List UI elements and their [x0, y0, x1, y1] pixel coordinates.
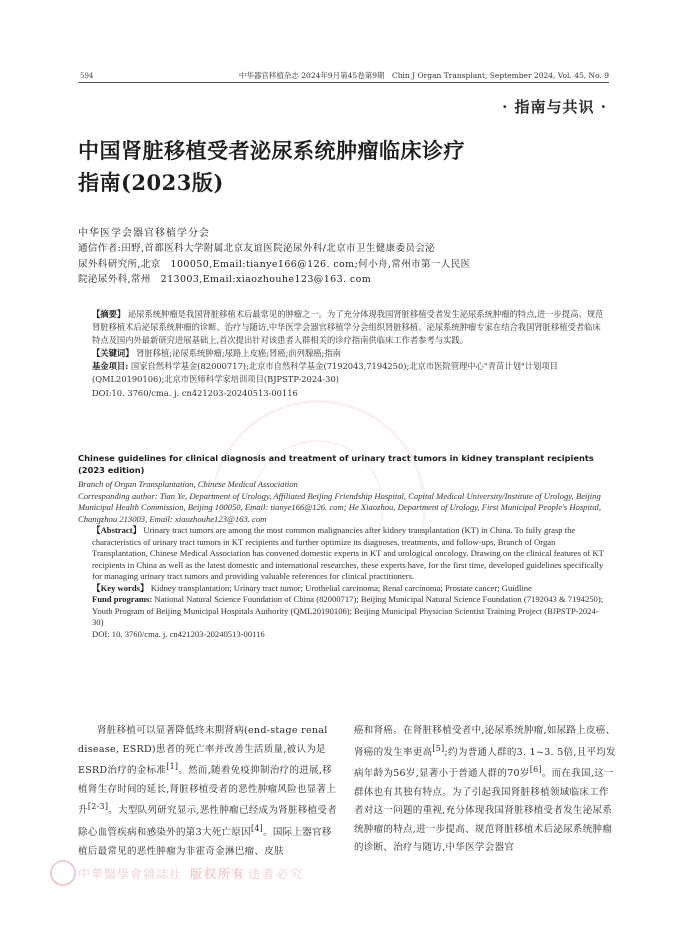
english-fund-label: Fund programs: [92, 594, 153, 605]
english-fund-text: National Natural Science Foundation of China (82000717); Beijing Municipal Natural Science Foundation (7192043 & 7194250); Youth Program of Beijing Municipal Hospitals Authority (QML20190106); Beijing Municipal Physician Scientist Training Project (BJPSTP-2024-30) [92, 594, 604, 628]
body-text: 。然而,随着免疫抑制治疗的进展,移植肾生存时间的延长,肾脏移植受者的恶性肿瘤风险也显著上升 [78, 765, 337, 817]
keywords-cn-text: 肾脏移植;泌尿系统肿瘤;尿路上皮癌;肾癌;前列腺癌;指南 [136, 348, 341, 359]
correspondence-line-3: 院泌尿外科,常州 213003,Email:xiaozhouhe123@163. com [78, 274, 372, 286]
author-organization: 中华医学会器官移植学分会 [78, 228, 210, 239]
body-column-left [78, 722, 340, 861]
body-paragraph [78, 722, 340, 861]
abstract-cn [78, 308, 608, 347]
body-text: 肾脏移植可以显著降低终末期肾病(end-stage renal disease, ESRD)患者的死亡率并改善生活质量,被认为是ESRD治疗的金标准 [78, 725, 328, 777]
body-paragraph [354, 722, 616, 858]
body-column-right [354, 722, 616, 858]
english-abstract-text: Urinary tract tumors are among the most common malignancies after kidney transplantation (KT) in China. To fully grasp the characteristics of urinary tract tumors in KT recipients and further optimize its diagnoses, treatments, and follow-ups, Branch of Organ Transplantation, Chinese Medical Association has convened domestic experts in KT and urological oncology. Drawing on the clinical features of KT recipients in China as well as the latest domestic and international researches, these experts have, for the first time, developed guidelines specifically for managing urinary tract tumors and providing valuable references for clinical practitioners. [92, 525, 604, 582]
citation-ref: [2-3] [87, 802, 109, 812]
title-line-1: 中国肾脏移植受者泌尿系统肿瘤临床诊疗 [78, 138, 465, 163]
english-abstract-block [78, 479, 606, 640]
english-branch: Branch of Organ Transplantation, Chinese Medical Association [78, 479, 298, 489]
body-text: 。国际上器官移植后最常见的恶性肿瘤为非霍奇金淋巴瘤、皮肤 [78, 827, 332, 857]
watermark-logo-icon [50, 860, 76, 886]
keywords-cn-label: 【关键词】 [92, 348, 134, 359]
correspondence [78, 241, 608, 288]
doi-cn: DOI:10. 3760/cma. j. cn421203-20240513-00116 [92, 387, 298, 398]
journal-header: 中华器官移植杂志 2024年9月第45卷第9期 Chin J Organ Transplant, September 2024, Vol. 45, No. 9 [238, 71, 609, 80]
body-text: ;约为普通人群的3. 1~3. 5倍,且平均发病年龄为56岁,显著小于普通人群的70岁 [354, 746, 616, 780]
chinese-abstract-block [78, 308, 608, 400]
watermark-text: 违者必究 [248, 867, 305, 881]
watermark-text: 版权所有 [190, 867, 247, 881]
english-corresponding: Corresponding author: Tian Ye, Department of Urology, Affiliated Beijing Friendship Hospital, Capital Medical University/Institute of Urology, Beijing Municipal Health Commission, Beijing 100050, Email: tianye166@126. com; He Xiaozhou, Department of Urology, First Municipal People's Hospital, Changzhou 213003, Email: xiaozhouhe123@163. com [78, 490, 602, 524]
english-doi: DOI: 10. 3760/cma. j. cn421203-20240513-00116 [92, 628, 265, 639]
citation-ref: [6] [529, 765, 542, 775]
english-title: Chinese guidelines for clinical diagnosis and treatment of urinary tract tumors in kidney transplant recipients (2023 edition) [78, 453, 594, 476]
abstract-cn-label: 【摘要】 [92, 309, 126, 319]
page-number: 594 [80, 72, 94, 80]
fund-cn-label: 基金项目: [92, 361, 129, 372]
citation-ref: [5] [432, 743, 445, 753]
abstract-cn-text: 泌尿系统肿瘤是我国肾脏移植术后最常见的肿瘤之一。为了充分体现我国肾脏移植受者发生泌尿系统肿瘤的特点,进一步提高、规范肾脏移植术后泌尿系统肿瘤的诊断、治疗与随访,中华医学会器官移植学分会组织肾脏移植、泌尿系统肿瘤专家在结合我国肾脏移植受者临床特点及国内外最新研究进展基础上,首次提出针对该患者人群相关的诊疗指南供临床工作者参考与实践。 [92, 309, 604, 346]
article-title [78, 135, 598, 198]
english-keywords [78, 583, 606, 595]
keywords-cn [78, 347, 608, 360]
correspondence-line-2: 尿外科研究所,北京 100050,Email:tianye166@126. com;何小舟,常州市第一人民医 [78, 258, 471, 270]
fund-cn-text: 国家自然科学基金(82000717);北京市自然科学基金(7192043,7194250);北京市医院管理中心"青苗计划"计划项目(QML20190106);北京市医师科学家培训项目(BJPSTP-2024-30) [92, 361, 558, 385]
citation-ref: [1] [166, 762, 179, 772]
english-keywords-text: Kidney transplantation; Urinary tract tumor; Urothelial carcinoma; Renal carcinoma; Prostate cancer; Guidline [150, 582, 532, 593]
watermark-text: 中華醫學會雜誌社 [78, 867, 183, 881]
section-label: · 指南与共识 · [502, 98, 607, 116]
english-abstract-label: 【Abstract】 [92, 525, 142, 536]
title-line-2: 指南(2023版) [78, 169, 224, 195]
header-rule [78, 82, 609, 83]
english-abstract [78, 525, 606, 583]
english-fund [78, 594, 606, 629]
citation-ref: [4] [250, 823, 264, 833]
body-text: 。大型队列研究显示,恶性肿瘤已经成为肾脏移植受者除心血管疾病和感染外的第3大死亡原因 [78, 805, 337, 839]
fund-cn [78, 360, 608, 386]
correspondence-line-1: 通信作者:田野,首都医科大学附属北京友谊医院泌尿外科/北京市卫生健康委员会泌 [78, 243, 436, 254]
body-text: 癌和肾癌。在肾脏移植受者中,泌尿系统肿瘤,如尿路上皮癌、肾癌的发生率更高 [354, 725, 616, 758]
body-text: 。而在我国,这一群体也有其独有特点。为了引起我国肾脏移植领域临床工作者对这一问题的重视,充分体现我国肾脏移植受者发生泌尿系统肿瘤的特点,进一步提高、规范肾脏移植术后泌尿系统肿瘤的诊断、治疗与随访,中华医学会器官 [354, 768, 614, 854]
english-keywords-label: 【Key words】 [92, 582, 149, 593]
